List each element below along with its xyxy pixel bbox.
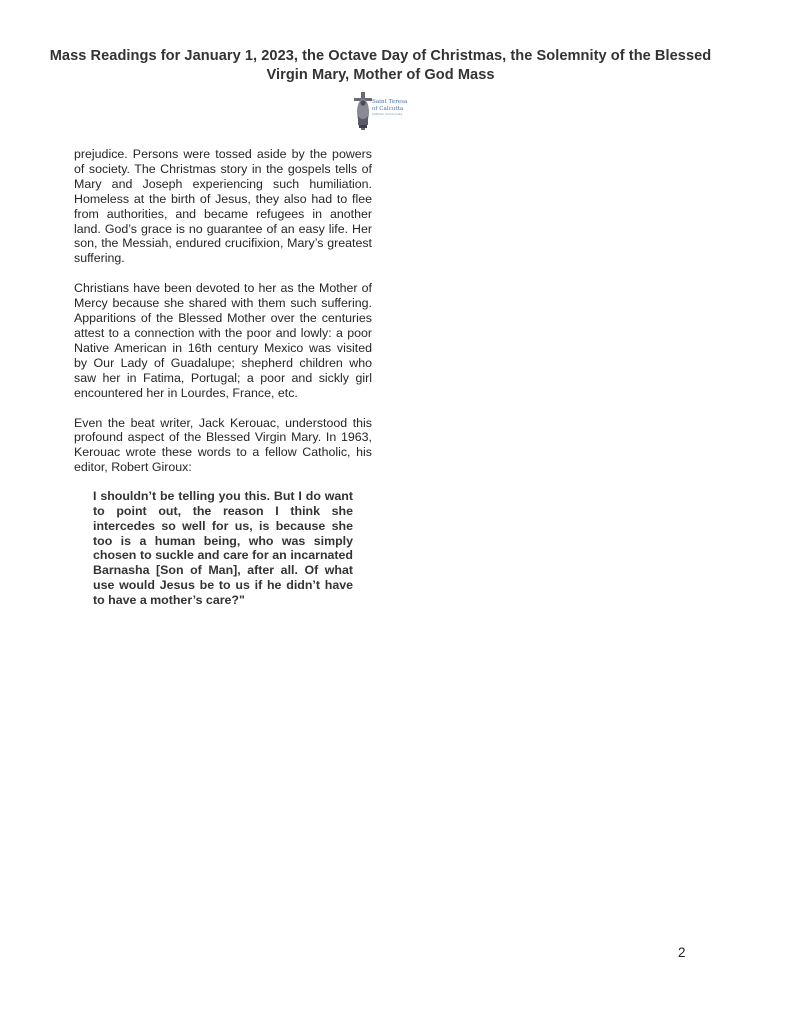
paragraph: prejudice. Persons were tossed aside by the powers of society. The Christmas story in the gospels tells of Mary and Joseph experiencing such humiliation. Homeless at the birth of Jesus, they also had to flee from authorities, and became refugees in another land. God’s grace is no guarantee of an easy life. Her son, the Messiah, endured crucifixion, Mary’s greatest suffering. bbox=[74, 147, 372, 266]
crucifix-icon bbox=[351, 92, 413, 130]
page-number: 2 bbox=[678, 945, 686, 960]
paragraph: Christians have been devoted to her as the Mother of Mercy because she shared with them such suffering. Apparitions of the Blessed Mother over the centuries attest to a connection with the poor and lowly: a poor Native American in 16th century Mexico was visited by Our Lady of Guadalupe; shepherd children who saw her in Fatima, Portugal; a poor and sickly girl encountered her in Lourdes, France, etc. bbox=[74, 281, 372, 400]
svg-text:Saint Teresa: Saint Teresa bbox=[372, 99, 408, 105]
page-title: Mass Readings for January 1, 2023, the Octave Day of Christmas, the Solemnity of the Blessed Virgin Mary, Mother of God Mass bbox=[49, 48, 712, 83]
svg-text:of Calcutta: of Calcutta bbox=[372, 106, 404, 112]
svg-text:Catholic Community: Catholic Community bbox=[372, 112, 403, 116]
paragraph: Even the beat writer, Jack Kerouac, understood this profound aspect of the Blessed Virgin Mary. In 1963, Kerouac wrote these words to a fellow Catholic, his editor, Robert Giroux: bbox=[74, 415, 372, 475]
parish-logo bbox=[351, 92, 413, 130]
body-column bbox=[74, 147, 372, 608]
block-quote: I shouldn’t be telling you this. But I do want to point out, the reason I think she intercedes so well for us, is because she too is a human being, who was simply chosen to suckle and care for an incarnated Barnasha [Son of Man], after all. Of what use would Jesus be to us if he didn’t have to have a mother’s care?" bbox=[93, 489, 353, 607]
